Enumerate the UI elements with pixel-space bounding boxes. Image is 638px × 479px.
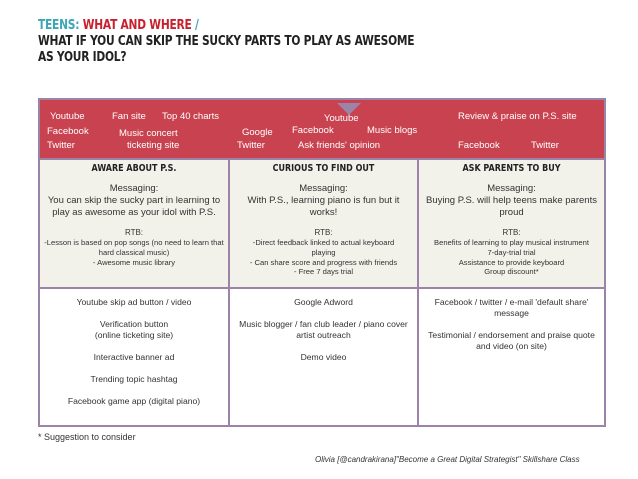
- messaging-text: You can skip the sucky part in learning to play as awesome as your idol with P.S.: [47, 195, 221, 218]
- rtb-item: Group discount*: [484, 267, 539, 277]
- title-line-2: WHAT IF YOU CAN SKIP THE SUCKY PARTS TO PLAY AS AWESOME: [38, 34, 415, 49]
- rtb-label: RTB:: [502, 228, 521, 237]
- rtb-label: RTB:: [314, 228, 333, 237]
- media-item: Testimonial / endorsement and praise quote and video (on site): [428, 330, 595, 351]
- rtb-item: -Lesson is based on pop songs (no need to learn that hard classical music): [44, 238, 224, 257]
- rtb-item: - Free 7 days trial: [293, 267, 354, 277]
- column-header: AWARE ABOUT P.S.: [91, 163, 177, 174]
- channel-ask-friends: Ask friends' opinion: [298, 140, 381, 151]
- rtb-item: Benefits of learning to play musical instrument: [434, 238, 589, 247]
- media-item: Trending topic hashtag: [90, 374, 178, 384]
- channel-concert-1: Music concert: [119, 128, 178, 139]
- title-slash: /: [191, 18, 199, 33]
- column-header: CURIOUS TO FIND OUT: [272, 163, 375, 174]
- strategy-table: [38, 98, 606, 427]
- channel-youtube-2: Youtube: [324, 113, 359, 124]
- channel-facebook: Facebook: [47, 126, 89, 137]
- channel-facebook-2: Facebook: [292, 125, 334, 136]
- media-item: Interactive banner ad: [93, 352, 175, 362]
- messaging-label: Messaging:: [109, 183, 159, 194]
- channel-top40: Top 40 charts: [162, 111, 220, 122]
- channel-twitter-3: Twitter: [531, 140, 559, 151]
- media-item: Facebook / twitter / e-mail 'default share' message: [434, 297, 589, 318]
- channel-youtube: Youtube: [50, 111, 85, 122]
- column-header: ASK PARENTS TO BUY: [462, 163, 561, 174]
- channel-bar: [40, 100, 604, 160]
- footnote: * Suggestion to consider: [38, 432, 136, 442]
- title-teens: TEENS:: [38, 18, 80, 33]
- channel-twitter-2: Twitter: [237, 140, 265, 151]
- media-item: Youtube skip ad button / video: [76, 297, 192, 307]
- rtb-item: -Direct feedback linked to actual keyboard playing: [252, 238, 395, 257]
- rtb-item: - Awesome music library: [92, 257, 176, 267]
- title-what-where: WHAT AND WHERE: [82, 18, 192, 33]
- column-ask: [419, 160, 604, 277]
- messaging-label: Messaging:: [299, 183, 348, 194]
- channel-facebook-3: Facebook: [458, 140, 500, 151]
- media-item: Demo video: [300, 352, 347, 362]
- title-line-1: [38, 18, 414, 34]
- channel-concert-2: ticketing site: [127, 140, 180, 151]
- messaging-label: Messaging:: [487, 183, 536, 194]
- channel-fan-site: Fan site: [112, 111, 146, 122]
- channel-review: Review & praise on P.S. site: [458, 111, 577, 122]
- credit-line: Olivia [@candrakirana]"Become a Great Digital Strategist" Skillshare Class: [315, 455, 580, 464]
- media-item: Music blogger / fan club leader / piano cover artist outreach: [239, 319, 408, 340]
- messaging-text: With P.S., learning piano is fun but it works!: [247, 195, 400, 218]
- column-curious: [230, 160, 417, 277]
- rtb-item: 7-day-trial trial: [487, 247, 536, 257]
- media-item: Facebook game app (digital piano): [67, 396, 201, 406]
- media-aware: [40, 297, 228, 407]
- media-ask: [419, 297, 604, 352]
- media-item: (online ticketing site): [94, 330, 174, 340]
- rtb-label: RTB:: [124, 228, 144, 237]
- column-aware: [40, 160, 228, 267]
- media-curious: [230, 297, 417, 363]
- channel-twitter: Twitter: [47, 140, 75, 151]
- media-item: Google Adword: [294, 297, 353, 307]
- rtb-item: Assistance to provide keyboard: [458, 257, 565, 267]
- channel-music-blogs: Music blogs: [367, 125, 418, 136]
- slide-title: [38, 18, 497, 66]
- rtb-item: - Can share score and progress with friends: [249, 257, 398, 267]
- channel-google: Google: [242, 127, 273, 138]
- title-line-3: AS YOUR IDOL?: [38, 50, 127, 65]
- media-item: Verification button: [99, 319, 169, 329]
- messaging-text: Buying P.S. will help teens make parents proud: [426, 195, 597, 218]
